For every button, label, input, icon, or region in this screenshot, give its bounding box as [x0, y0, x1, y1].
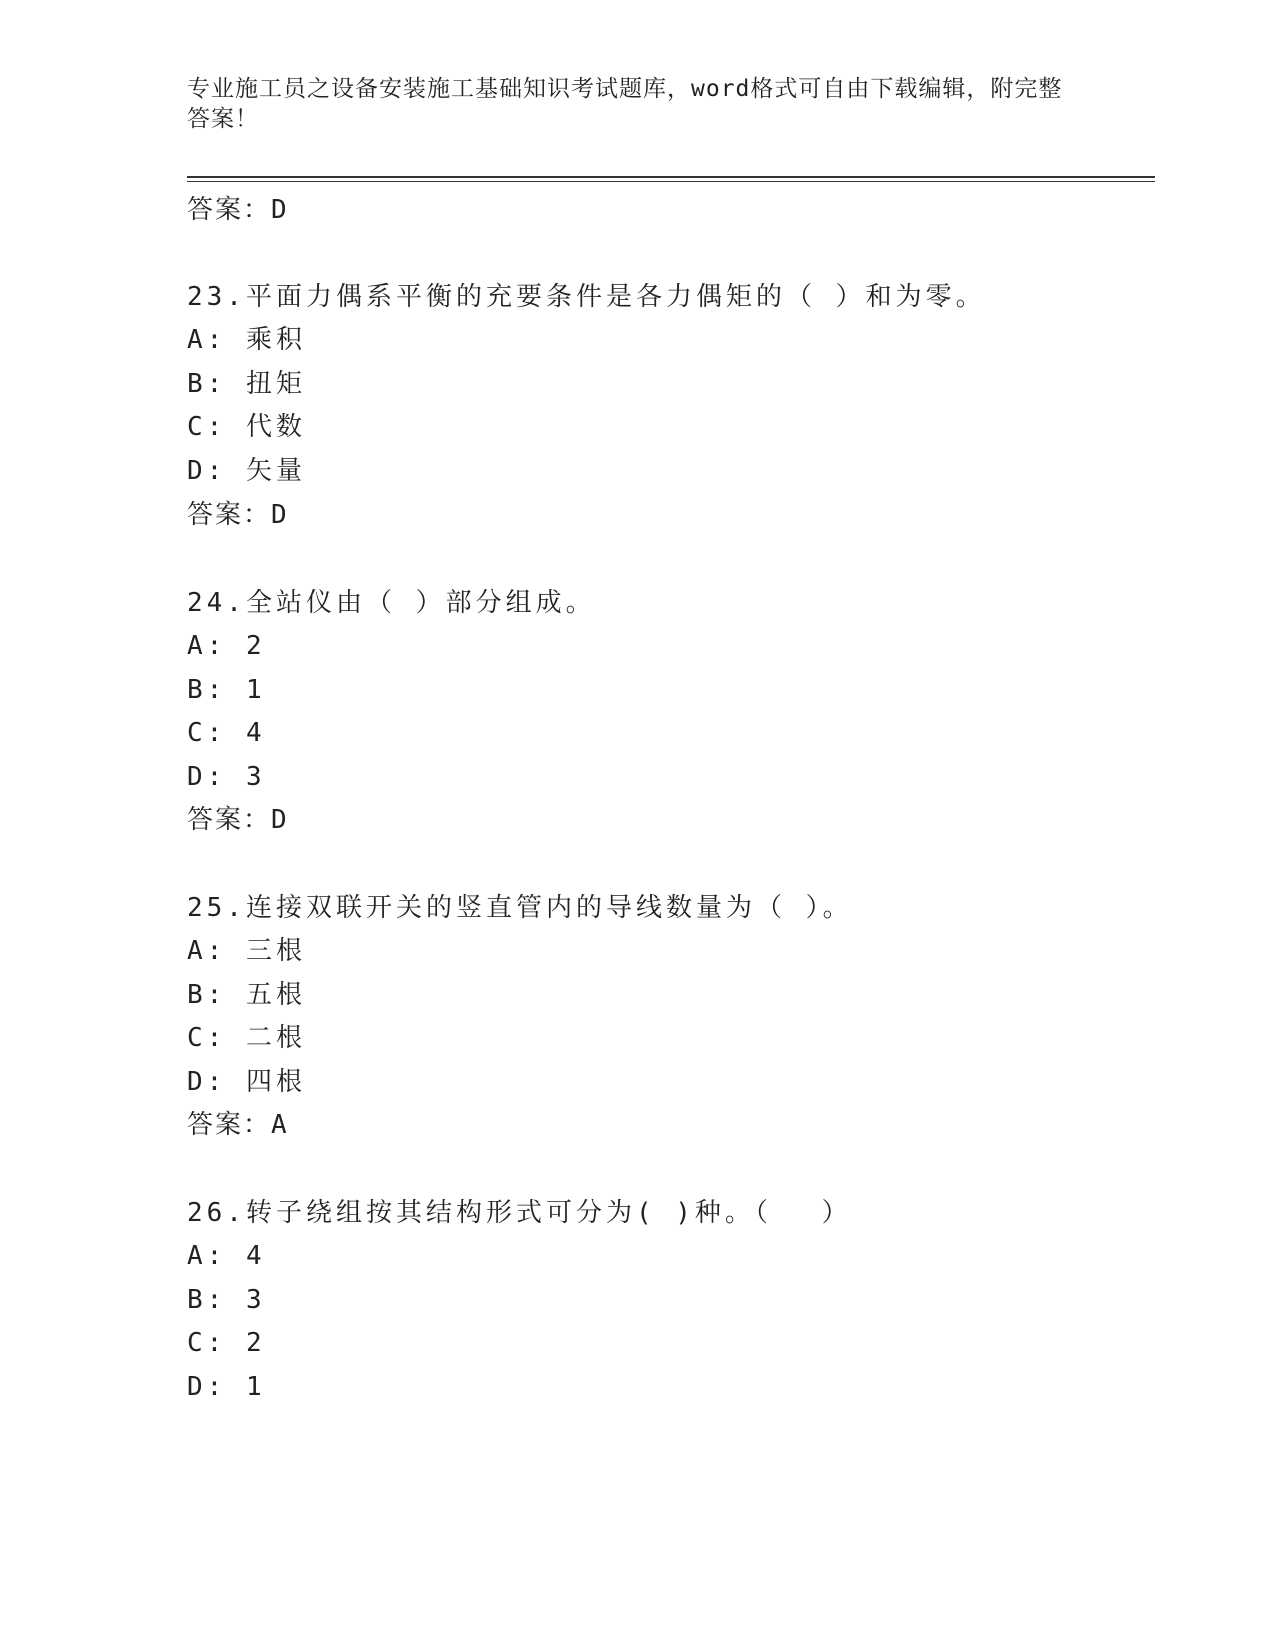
- question-stem-25: 25.连接双联开关的竖直管内的导线数量为（ ）。: [187, 893, 853, 923]
- answer-25: [187, 1110, 289, 1140]
- option-b: B: 1: [187, 675, 266, 705]
- question-stem-26: 26.转子绕组按其结构形式可分为( )种。（ ）: [187, 1198, 852, 1228]
- answer-label: 答案：: [187, 195, 272, 225]
- header-divider-thin: [187, 181, 1155, 182]
- answer-24: [187, 805, 289, 835]
- question-stem-24: 24.全站仪由（ ）部分组成。: [187, 588, 596, 618]
- answer-value: D: [271, 805, 289, 835]
- header-divider-thick: [187, 176, 1155, 178]
- option-b: B: 五根: [187, 980, 306, 1010]
- document-header: 专业施工员之设备安装施工基础知识考试题库，word格式可自由下载编辑，附完整答案！: [187, 76, 1063, 132]
- answer-value: A: [271, 1110, 289, 1140]
- option-c: C: 4: [187, 718, 266, 748]
- option-d: D: 矢量: [187, 456, 306, 486]
- answer-prev: [187, 195, 289, 225]
- option-a: A: 乘积: [187, 325, 306, 355]
- option-d: D: 1: [187, 1372, 266, 1402]
- option-d: D: 四根: [187, 1067, 306, 1097]
- answer-label: 答案：: [187, 1110, 272, 1140]
- answer-label: 答案：: [187, 500, 272, 530]
- option-c: C: 代数: [187, 412, 306, 442]
- option-a: A: 2: [187, 631, 266, 661]
- option-b: B: 扭矩: [187, 369, 306, 399]
- answer-value: D: [271, 500, 289, 530]
- option-d: D: 3: [187, 762, 266, 792]
- option-b: B: 3: [187, 1285, 266, 1315]
- answer-value: D: [271, 195, 289, 225]
- option-a: A: 三根: [187, 936, 306, 966]
- question-stem-23: 23.平面力偶系平衡的充要条件是各力偶矩的（ ）和为零。: [187, 282, 986, 312]
- answer-23: [187, 500, 289, 530]
- option-a: A: 4: [187, 1241, 266, 1271]
- option-c: C: 2: [187, 1328, 266, 1358]
- option-c: C: 二根: [187, 1023, 306, 1053]
- answer-label: 答案：: [187, 805, 272, 835]
